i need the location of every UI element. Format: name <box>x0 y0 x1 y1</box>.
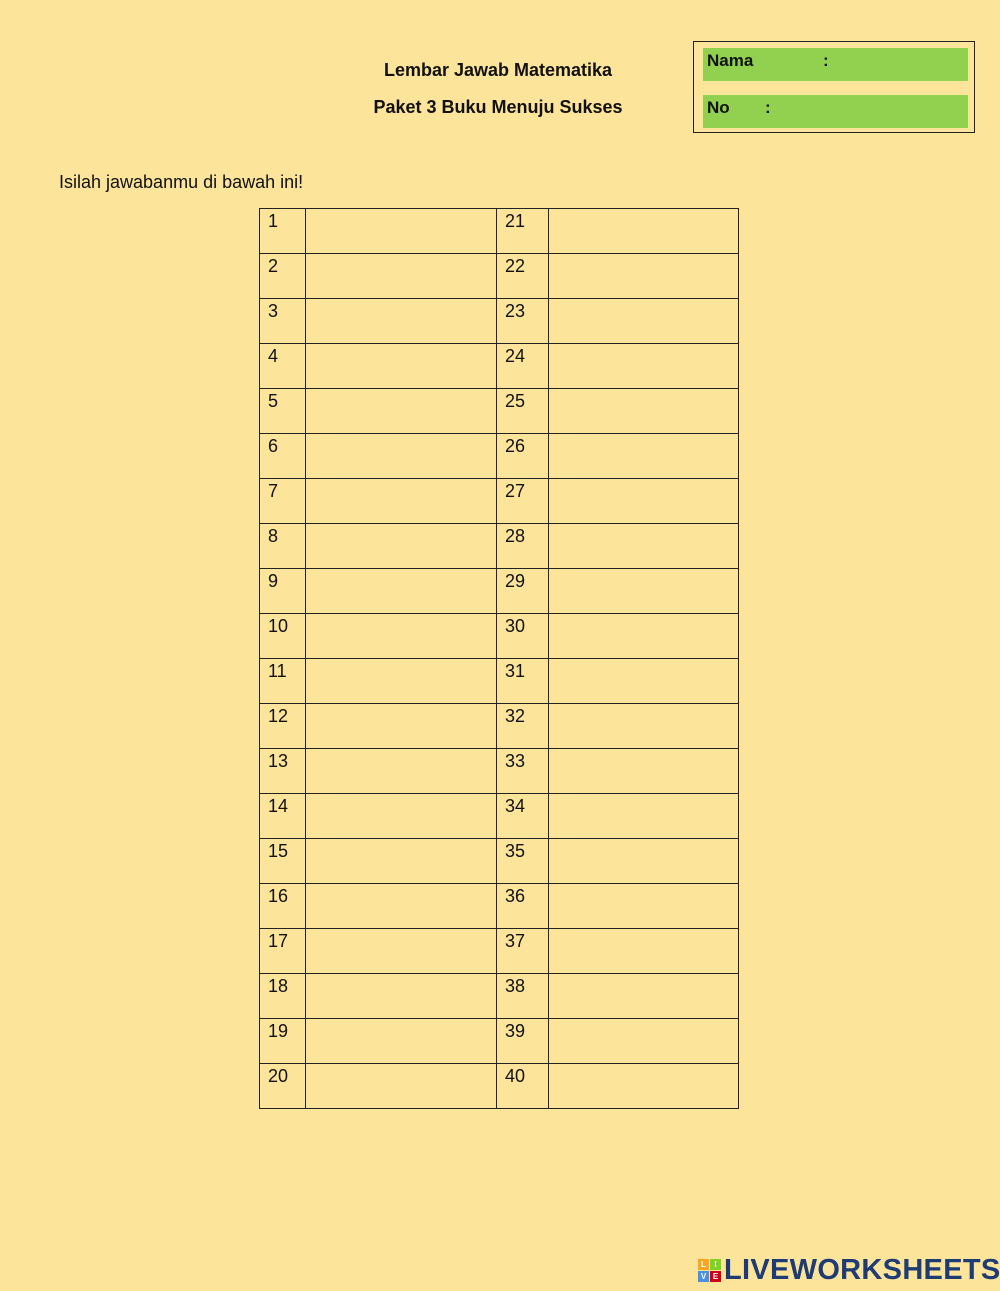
question-number: 8 <box>260 524 306 569</box>
answer-cell[interactable] <box>549 659 739 704</box>
table-row <box>260 659 739 704</box>
question-number: 22 <box>497 254 549 299</box>
question-number: 36 <box>497 884 549 929</box>
question-number: 29 <box>497 569 549 614</box>
question-number: 21 <box>497 209 549 254</box>
question-number: 26 <box>497 434 549 479</box>
answer-cell[interactable] <box>549 1019 739 1064</box>
table-row <box>260 704 739 749</box>
answer-cell[interactable] <box>306 479 497 524</box>
answer-cell[interactable] <box>549 929 739 974</box>
logo-letter: V <box>698 1271 709 1282</box>
table-row <box>260 884 739 929</box>
question-number: 20 <box>260 1064 306 1109</box>
table-row <box>260 614 739 659</box>
question-number: 16 <box>260 884 306 929</box>
table-row <box>260 569 739 614</box>
answer-cell[interactable] <box>549 479 739 524</box>
question-number: 31 <box>497 659 549 704</box>
answer-cell[interactable] <box>306 704 497 749</box>
answer-cell[interactable] <box>306 1019 497 1064</box>
answer-cell[interactable] <box>306 524 497 569</box>
answer-cell[interactable] <box>549 704 739 749</box>
number-field[interactable] <box>703 95 968 128</box>
table-row <box>260 389 739 434</box>
table-row <box>260 929 739 974</box>
table-row <box>260 1019 739 1064</box>
liveworksheets-brand <box>698 1254 1000 1286</box>
answer-cell[interactable] <box>306 209 497 254</box>
question-number: 33 <box>497 749 549 794</box>
answer-cell[interactable] <box>306 614 497 659</box>
answer-cell[interactable] <box>549 569 739 614</box>
number-label: No <box>707 98 730 117</box>
question-number: 5 <box>260 389 306 434</box>
question-number: 13 <box>260 749 306 794</box>
instruction-text: Isilah jawabanmu di bawah ini! <box>59 172 304 192</box>
question-number: 9 <box>260 569 306 614</box>
question-number: 4 <box>260 344 306 389</box>
answer-cell[interactable] <box>306 749 497 794</box>
answer-table <box>259 208 739 1109</box>
brand-text: LIVEWORKSHEETS <box>724 1253 1000 1286</box>
answer-cell[interactable] <box>549 344 739 389</box>
question-number: 10 <box>260 614 306 659</box>
question-number: 38 <box>497 974 549 1019</box>
question-number: 15 <box>260 839 306 884</box>
question-number: 24 <box>497 344 549 389</box>
answer-cell[interactable] <box>306 974 497 1019</box>
question-number: 40 <box>497 1064 549 1109</box>
table-row <box>260 749 739 794</box>
question-number: 17 <box>260 929 306 974</box>
number-colon: : <box>765 98 771 117</box>
question-number: 25 <box>497 389 549 434</box>
name-colon: : <box>823 51 829 70</box>
table-row <box>260 479 739 524</box>
answer-cell[interactable] <box>549 794 739 839</box>
student-id-box <box>693 41 975 133</box>
question-number: 34 <box>497 794 549 839</box>
liveworksheets-logo-icon <box>698 1259 721 1282</box>
answer-cell[interactable] <box>306 884 497 929</box>
logo-letter: I <box>710 1259 721 1270</box>
table-row <box>260 254 739 299</box>
table-row <box>260 794 739 839</box>
table-row <box>260 524 739 569</box>
answer-cell[interactable] <box>306 794 497 839</box>
question-number: 7 <box>260 479 306 524</box>
page-title: Lembar Jawab Matematika <box>383 60 613 80</box>
logo-letter: E <box>710 1271 721 1282</box>
answer-cell[interactable] <box>549 299 739 344</box>
question-number: 35 <box>497 839 549 884</box>
question-number: 12 <box>260 704 306 749</box>
answer-cell[interactable] <box>549 614 739 659</box>
answer-cell[interactable] <box>549 1064 739 1109</box>
answer-cell[interactable] <box>306 1064 497 1109</box>
answer-cell[interactable] <box>306 434 497 479</box>
question-number: 6 <box>260 434 306 479</box>
question-number: 19 <box>260 1019 306 1064</box>
answer-cell[interactable] <box>549 884 739 929</box>
answer-cell[interactable] <box>306 299 497 344</box>
answer-cell[interactable] <box>549 389 739 434</box>
question-number: 11 <box>260 659 306 704</box>
answer-cell[interactable] <box>549 749 739 794</box>
table-row <box>260 1064 739 1109</box>
answer-cell[interactable] <box>306 389 497 434</box>
answer-cell[interactable] <box>549 434 739 479</box>
answer-cell[interactable] <box>306 254 497 299</box>
question-number: 18 <box>260 974 306 1019</box>
table-row <box>260 209 739 254</box>
table-row <box>260 974 739 1019</box>
answer-cell[interactable] <box>549 974 739 1019</box>
answer-cell[interactable] <box>549 839 739 884</box>
question-number: 37 <box>497 929 549 974</box>
logo-letter: L <box>698 1259 709 1270</box>
table-row <box>260 299 739 344</box>
question-number: 23 <box>497 299 549 344</box>
table-row <box>260 344 739 389</box>
question-number: 39 <box>497 1019 549 1064</box>
answer-cell[interactable] <box>549 524 739 569</box>
answer-cell[interactable] <box>306 659 497 704</box>
question-number: 27 <box>497 479 549 524</box>
table-row <box>260 434 739 479</box>
question-number: 30 <box>497 614 549 659</box>
name-label: Nama <box>707 51 754 70</box>
answer-cell[interactable] <box>306 929 497 974</box>
name-field[interactable] <box>703 48 968 81</box>
question-number: 3 <box>260 299 306 344</box>
question-number: 32 <box>497 704 549 749</box>
question-number: 14 <box>260 794 306 839</box>
page-subtitle: Paket 3 Buku Menuju Sukses <box>373 97 623 117</box>
table-row <box>260 839 739 884</box>
question-number: 28 <box>497 524 549 569</box>
answer-cell[interactable] <box>549 209 739 254</box>
question-number: 1 <box>260 209 306 254</box>
answer-cell[interactable] <box>306 344 497 389</box>
answer-cell[interactable] <box>306 569 497 614</box>
answer-cell[interactable] <box>549 254 739 299</box>
question-number: 2 <box>260 254 306 299</box>
answer-cell[interactable] <box>306 839 497 884</box>
